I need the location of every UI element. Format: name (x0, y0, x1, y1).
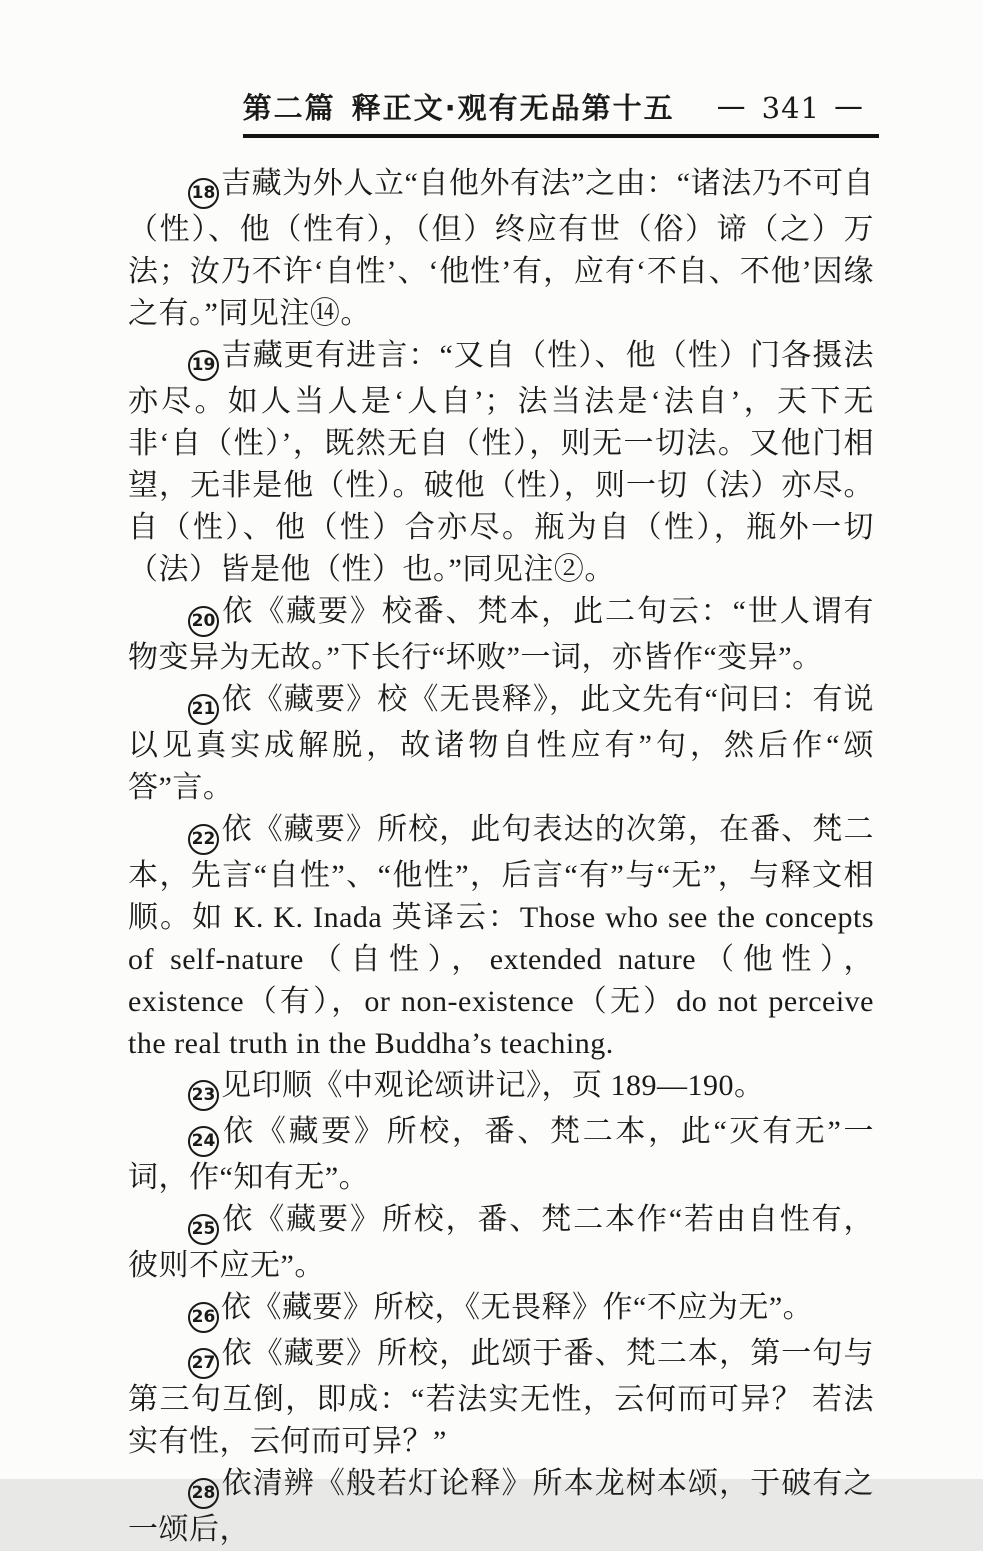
footnote-text: 依《藏要》所校，此颂于番、梵二本，第一句与第三句互倒，即成：“若法实无性，云何而可异？ 若法实有性，云何而可异？” (128, 1337, 874, 1458)
footnote-text: 依清辨《般若灯论释》所本龙树本颂，于破有之一颂后， (128, 1467, 874, 1546)
footnote-paragraph (128, 163, 874, 335)
footnote-paragraph (128, 679, 874, 809)
footnote-text: 依《藏要》校番、梵本，此二句云：“世人谓有物变异为无故。”下长行“坏败”一词，亦皆作“变异”。 (128, 595, 874, 674)
footnote-text: 依《藏要》所校，番、梵二本，此“灭有无”一词，作“知有无”。 (128, 1115, 874, 1194)
footnote-text: 见印顺《中观论颂讲记》，页 189—190。 (221, 1069, 765, 1102)
footnote-number-badge: 19 (188, 350, 219, 381)
footnote-number-badge: 18 (188, 178, 219, 209)
running-header (243, 86, 879, 138)
footnote-text: 吉藏为外人立“自他外有法”之由：“诸法乃不可自（性）、他（性有），（但）终应有世（俗）谛（之）万法；汝乃不许‘自性’、‘他性’有，应有‘不自、不他’因缘之有。”同见注⑭。 (128, 167, 874, 330)
footnote-paragraph (128, 1065, 874, 1111)
footnote-paragraph (128, 809, 874, 1065)
footnote-text: 依《藏要》所校，此句表达的次第，在番、梵二本，先言“自性”、“他性”，后言“有”与“无”，与释文相顺。如 K. K. Inada 英译云：Those who see the concepts of self-nature（自性），extended nature（他性），existence（有），or non-existence（无）do not perceive the real truth in the Buddha’s teaching. (128, 813, 874, 1060)
footnote-paragraph (128, 1333, 874, 1463)
footnote-number-badge: 23 (188, 1080, 219, 1111)
footnote-number-badge: 24 (188, 1126, 219, 1157)
header-chapter-title: 释正文·观有无品第十五 (351, 91, 675, 125)
footnote-number-badge: 26 (188, 1302, 219, 1333)
footnote-text: 依《藏要》所校，番、梵二本作“若由自性有，彼则不应无”。 (128, 1203, 874, 1282)
footnote-text: 吉藏更有进言：“又自（性）、他（性）门各摄法亦尽。如人当人是‘人自’；法当法是‘法自’，天下无非‘自（性）’，既然无自（性），则无一切法。又他门相望，无非是他（性）。破他（性），则一切（法）亦尽。自（性）、他（性）合亦尽。瓶为自（性），瓶外一切（法）皆是他（性）也。”同见注②。 (128, 339, 874, 586)
footnote-number-badge: 25 (188, 1214, 219, 1245)
header-dash-right: — (834, 89, 865, 123)
footnote-text: 依《藏要》所校，《无畏释》作“不应为无”。 (221, 1291, 814, 1324)
header-section: 第二篇 (242, 91, 336, 125)
footnote-paragraph (128, 1287, 874, 1333)
header-dash-left: — (716, 89, 748, 123)
footnote-paragraph (128, 1111, 874, 1199)
footnote-number-badge: 21 (188, 694, 219, 725)
footnote-number-badge: 27 (188, 1348, 219, 1379)
footnote-number-badge: 20 (188, 606, 219, 637)
footnote-paragraph (128, 591, 874, 679)
footnote-text: 依《藏要》校《无畏释》，此文先有“问曰：有说以见真实成解脱，故诸物自性应有”句，然后作“颂答”言。 (128, 683, 874, 804)
footnote-number-badge: 28 (188, 1478, 219, 1509)
footnote-number-badge: 22 (188, 824, 219, 855)
footnote-paragraph (128, 1199, 874, 1287)
page-number: 341 (761, 91, 820, 125)
footnotes-body (128, 163, 874, 1551)
footnote-paragraph (128, 1463, 874, 1551)
footnote-paragraph (128, 335, 874, 591)
